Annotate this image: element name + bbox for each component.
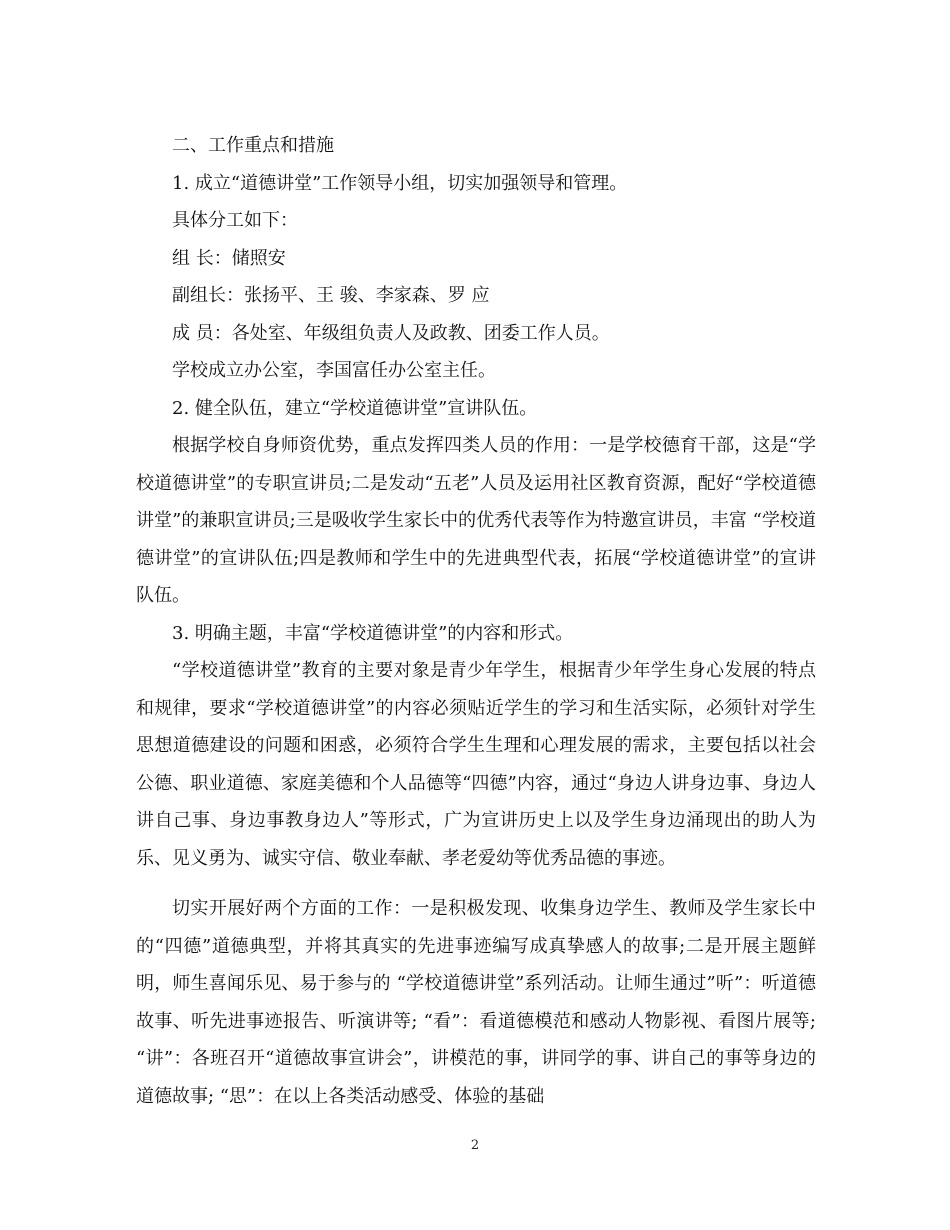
paragraph: 副组长：张扬平、王 骏、李家森、罗 应 [172,285,490,306]
paragraph: 成 员：各处室、年级组负责人及政教、团委工作人员。 [172,322,610,344]
document-body [136,127,816,1115]
paragraph: 切实开展好两个方面的工作：一是积极发现、收集身边学生、教师及学生家长中的“四德”道德典型，并将其真实的先进事迹编写成真挚感人的故事;二是开展主题鲜明，师生喜闻乐见、易于参与的 “学校道德讲堂”系列活动。让师生通过”听”：听道德故事、听先进事迹报告、听演讲等; “看”：看道德模范和感动人物影视、看图片展等; “讲”：各班召开“道德故事宣讲会”，讲模范的事，讲同学的事、讲自己的事等身边的道德故事; “思”：在以上各类活动感受、体验的基础 [136,898,816,1107]
paragraph: 具体分工如下： [172,210,298,231]
paragraph: “学校道德讲堂”教育的主要对象是青少年学生，根据青少年学生身心发展的特点和规律，要求“学校道德讲堂”的内容必须贴近学生的学习和生活实际，必须针对学生思想道德建设的问题和困惑，必须符合学生生理和心理发展的需求，主要包括以社会公德、职业道德、家庭美德和个人品德等“四德”内容，通过“身边人讲身边事、身边人讲自己事、身边事教身边人”等形式，广为宣讲历史上以及学生身边涌现出的助人为乐、见义勇为、诚实守信、敬业奉献、孝老爱幼等优秀品德的事迹。 [136,660,816,869]
subsection-heading: 1. 成立“道德讲堂”工作领导小组，切实加强领导和管理。 [172,172,628,194]
paragraph: 学校成立办公室，李国富任办公室主任。 [172,360,496,381]
page-number: 2 [470,1138,480,1153]
paragraph: 根据学校自身师资优势，重点发挥四类人员的作用：一是学校德育干部，这是“学校道德讲堂”的专职宣讲员;二是发动“五老”人员及运用社区教育资源，配好“学校道德讲堂”的兼职宣讲员;三是吸收学生家长中的优秀代表等作为特邀宣讲员，丰富 “学校道德讲堂”的宣讲队伍;四是教师和学生中的先进典型代表，拓展“学校道德讲堂”的宣讲队伍。 [136,435,816,606]
subsection-heading: 3. 明确主题，丰富“学校道德讲堂”的内容和形式。 [172,622,574,644]
section-heading: 二、工作重点和措施 [172,135,334,156]
paragraph: 组 长：储照安 [172,247,286,269]
subsection-heading: 2. 健全队伍，建立“学校道德讲堂”宣讲队伍。 [172,397,538,419]
